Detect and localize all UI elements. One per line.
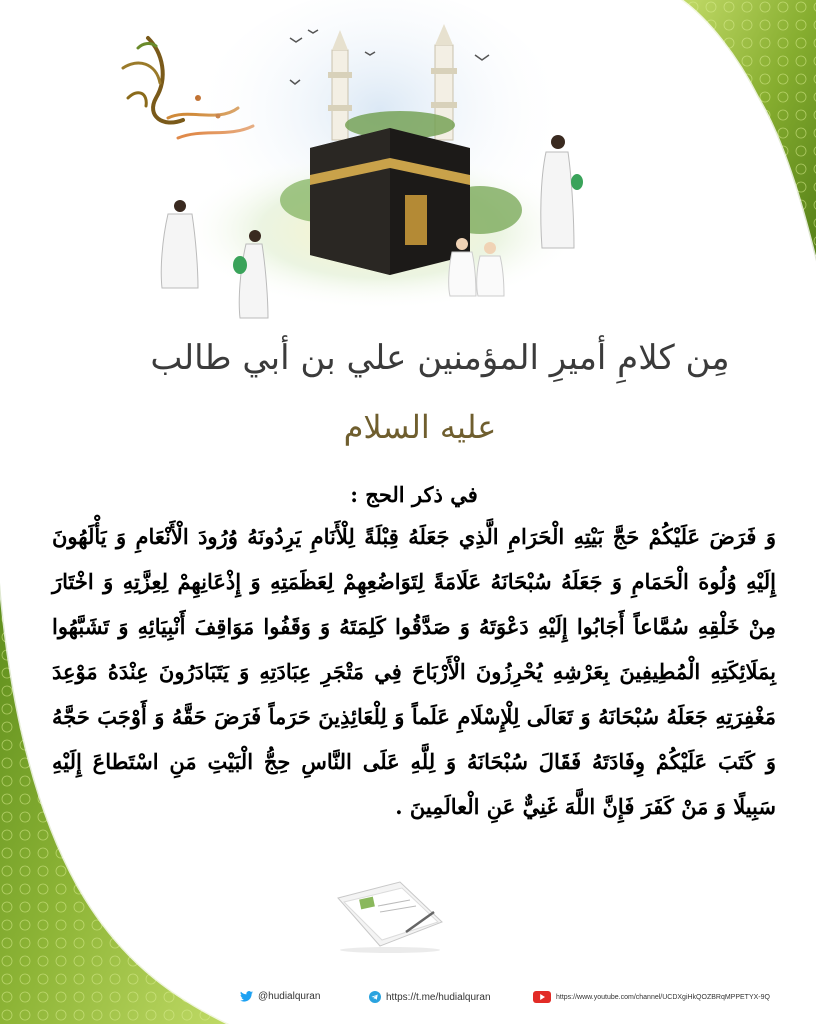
telegram-link[interactable] [369, 991, 491, 1003]
page-title: مِن كلامِ أميرِ المؤمنين علي بن أبي طالب [150, 338, 730, 378]
kaaba-illustration [100, 0, 620, 330]
telegram-icon [369, 991, 381, 1003]
paper-pen-icon [330, 876, 448, 954]
page-subtitle: عليه السلام [343, 408, 497, 446]
footer [0, 985, 816, 1013]
telegram-url: https://t.me/hudialquran [386, 991, 491, 1003]
youtube-link[interactable] [533, 991, 770, 1003]
youtube-icon [533, 991, 551, 1003]
hadith-text [52, 480, 776, 870]
youtube-url: https://www.youtube.com/channel/UCDXgiHkQOZBRqMPPETYX-9Q [556, 993, 770, 1001]
hadith-paragraph: وَ فَرَضَ عَلَيْكُمْ حَجَّ بَيْتِهِ الْحَرَامِ الَّذِي جَعَلَهُ قِبْلَةً لِلْأَنَامِ يَرِدُونَهُ وُرُودَ الْأَنْعَامِ وَ يَأْلَهُونَ إِلَيْهِ وُلُوهَ الْحَمَامِ وَ جَعَلَهُ سُبْحَانَهُ عَلَامَةً لِتَوَاضُعِهِمْ لِعَظَمَتِهِ وَ إِذْعَانِهِمْ لِعِزَّتِهِ وَ اخْتَارَ مِنْ خَلْقِهِ سُمَّاعاً أَجَابُوا إِلَيْهِ دَعْوَتَهُ وَ صَدَّقُوا كَلِمَتَهُ وَ وَقَفُوا مَوَاقِفَ أَنْبِيَائِهِ وَ تَشَبَّهُوا بِمَلَائِكَتِهِ الْمُطِيفِينَ بِعَرْشِهِ يُحْرِزُونَ الْأَرْبَاحَ فِي مَتْجَرِ عِبَادَتِهِ وَ يَتَبَادَرُونَ عِنْدَهُ مَوْعِدَ مَغْفِرَتِهِ جَعَلَهُ سُبْحَانَهُ وَ تَعَالَى لِلْإِسْلَامِ عَلَماً وَ لِلْعَائِذِينَ حَرَماً فَرَضَ حَقَّهُ وَ أَوْجَبَ حَجَّهُ وَ كَتَبَ عَلَيْكُمْ وِفَادَتَهُ فَقَالَ سُبْحَانَهُ وَ لِلَّهِ عَلَى النَّاسِ حِجُّ الْبَيْتِ مَنِ اسْتَطاعَ إِلَيْهِ سَبِيلًا وَ مَنْ كَفَرَ فَإِنَّ اللَّهَ غَنِيٌّ عَنِ الْعالَمِينَ . [52, 524, 777, 819]
twitter-handle: @hudialquran [258, 991, 321, 1002]
twitter-icon [240, 991, 253, 1002]
twitter-link[interactable] [240, 991, 320, 1002]
section-heading: في ذكر الحج : [350, 482, 478, 507]
